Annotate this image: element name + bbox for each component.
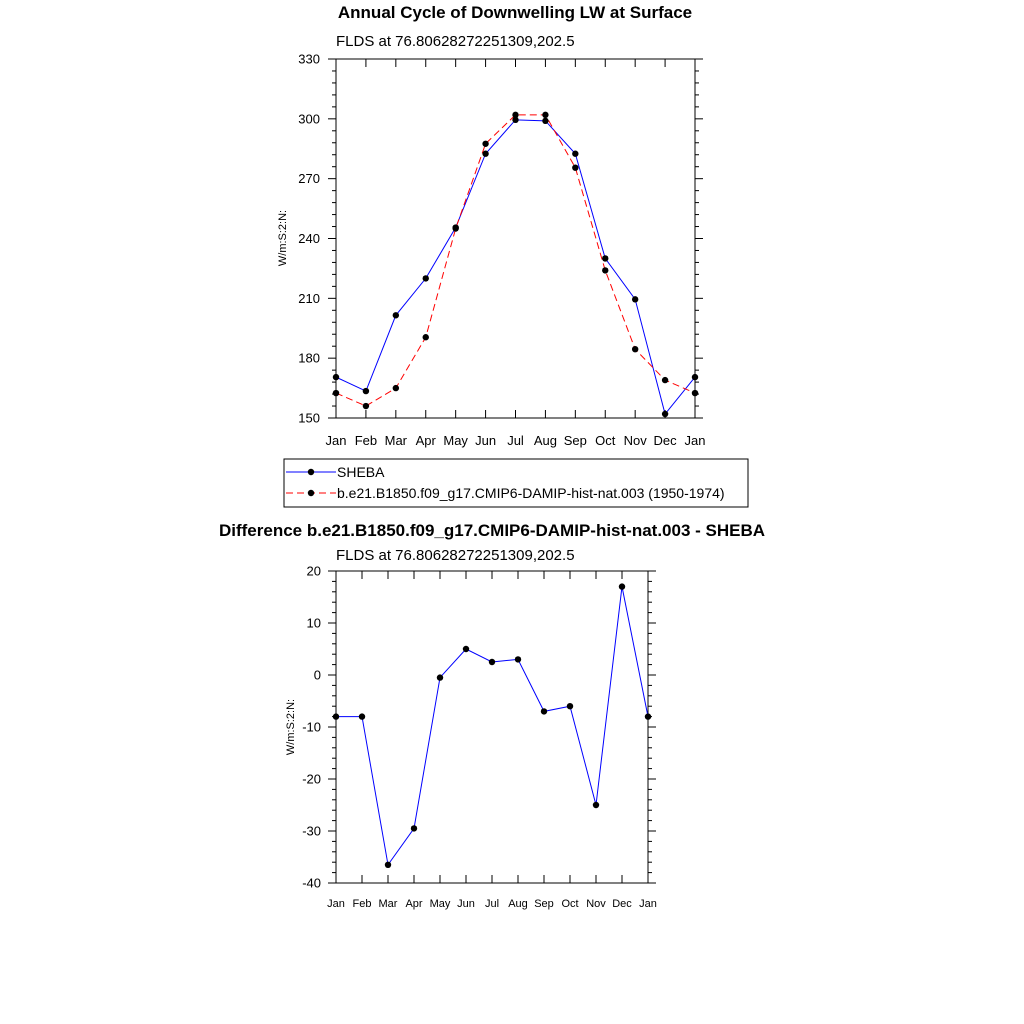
data-point-s1-10 — [632, 346, 638, 352]
data-point-s1-0 — [333, 390, 339, 396]
diff-series-group — [333, 583, 651, 868]
data-point-s1-1 — [363, 403, 369, 409]
x-tick-label: Aug — [508, 898, 528, 910]
x-tick-label: Jan — [684, 433, 706, 448]
data-point-s0-7 — [542, 118, 548, 124]
series-group — [333, 112, 698, 418]
x-tick-label: Jan — [639, 898, 657, 910]
x-tick-label: Jan — [327, 898, 345, 910]
data-point-s0-9 — [602, 255, 608, 261]
legend-marker-sheba — [308, 469, 314, 475]
y-axis-label: W/m:S:2:N: — [277, 209, 289, 267]
data-point-s0-5 — [463, 646, 469, 652]
legend-label-sheba: SHEBA — [337, 464, 385, 480]
data-point-s0-8 — [572, 151, 578, 157]
data-point-s0-10 — [632, 296, 638, 302]
series-line-0 — [336, 120, 695, 414]
y-tick-label: 180 — [298, 350, 320, 366]
legend-marker-model — [308, 490, 314, 496]
data-point-s1-5 — [482, 141, 488, 147]
data-point-s0-11 — [662, 411, 668, 417]
x-tick-label: Jul — [507, 433, 524, 448]
data-point-s0-12 — [645, 713, 651, 719]
x-tick-label: Dec — [612, 898, 632, 910]
data-point-s0-1 — [363, 388, 369, 394]
data-point-s0-1 — [359, 713, 365, 719]
x-tick-label: Feb — [354, 433, 378, 448]
y-tick-label: 10 — [306, 615, 321, 631]
y-tick-label: -10 — [302, 719, 321, 735]
data-point-s0-2 — [393, 312, 399, 318]
x-tick-label: Jun — [457, 898, 475, 910]
x-tick-label: Sep — [563, 433, 587, 448]
legend — [284, 459, 748, 507]
x-tick-label: Mar — [384, 433, 408, 448]
data-point-s0-11 — [619, 583, 625, 589]
y-tick-label: 330 — [298, 51, 320, 67]
diff-x-tick-labels — [327, 898, 657, 910]
data-point-s0-4 — [437, 674, 443, 680]
x-tick-label: Jan — [325, 433, 347, 448]
x-tick-label: May — [443, 433, 468, 448]
x-tick-label: May — [429, 898, 451, 910]
x-tick-label: Apr — [405, 898, 423, 910]
x-tick-label: Jul — [484, 898, 500, 910]
data-point-s0-9 — [567, 703, 573, 709]
data-point-s0-3 — [411, 825, 417, 831]
data-point-s0-3 — [423, 275, 429, 281]
y-tick-label: 270 — [298, 171, 320, 187]
diff-y-tick-labels — [302, 564, 321, 891]
data-point-s0-7 — [515, 656, 521, 662]
y-tick-label: 20 — [306, 563, 321, 579]
data-point-s0-8 — [541, 708, 547, 714]
data-point-s1-4 — [452, 225, 458, 231]
x-tick-label: Oct — [595, 433, 616, 448]
y-tick-labels — [298, 52, 320, 426]
data-point-s1-11 — [662, 377, 668, 383]
annual-cycle-chart — [277, 3, 705, 448]
data-point-s1-7 — [542, 112, 548, 118]
data-point-s0-10 — [593, 802, 599, 808]
x-tick-label: Mar — [378, 898, 398, 910]
x-tick-label: Sep — [534, 898, 554, 910]
y-tick-label: 0 — [313, 667, 321, 683]
x-tick-label: Dec — [653, 433, 677, 448]
y-tick-label: -40 — [302, 875, 321, 891]
data-point-s0-12 — [692, 374, 698, 380]
diff-y-axis-label: W/m:S:2:N: — [285, 698, 297, 756]
data-point-s0-6 — [489, 659, 495, 665]
y-tick-label: 150 — [298, 410, 320, 426]
diff-tick-marks — [328, 571, 656, 883]
data-point-s1-12 — [692, 390, 698, 396]
data-point-s1-2 — [393, 385, 399, 391]
series-line-0 — [336, 587, 648, 865]
data-point-s1-6 — [512, 112, 518, 118]
data-point-s0-2 — [385, 862, 391, 868]
x-tick-label: Nov — [586, 898, 606, 910]
y-tick-label: 240 — [298, 231, 320, 246]
data-point-s0-5 — [482, 151, 488, 157]
diff-chart-subtitle: FLDS at 76.80628272251309,202.5 — [336, 547, 575, 564]
data-point-s1-8 — [572, 164, 578, 170]
y-tick-label: 210 — [298, 290, 320, 306]
legend-label-model: b.e21.B1850.f09_g17.CMIP6-DAMIP-hist-nat.003 (1950-1974) — [337, 485, 725, 501]
x-tick-label: Aug — [533, 433, 557, 448]
x-tick-label: Oct — [561, 898, 579, 910]
data-point-s0-0 — [333, 713, 339, 719]
data-point-s0-0 — [333, 374, 339, 380]
x-tick-label: Nov — [623, 433, 647, 448]
y-tick-label: 300 — [298, 111, 320, 127]
x-tick-labels — [326, 433, 706, 448]
chart-subtitle: FLDS at 76.80628272251309,202.5 — [336, 33, 575, 50]
chart-title: Annual Cycle of Downwelling LW at Surface — [337, 3, 693, 22]
x-tick-label: Apr — [415, 433, 436, 448]
series-line-1 — [336, 115, 695, 406]
x-tick-label: Jun — [475, 433, 497, 448]
diff-chart-title: Difference b.e21.B1850.f09_g17.CMIP6-DAMIP-hist-nat.003 - SHEBA — [218, 521, 766, 540]
y-tick-label: -20 — [302, 771, 321, 787]
data-point-s1-3 — [423, 334, 429, 340]
y-tick-label: -30 — [302, 823, 321, 839]
x-tick-label: Feb — [352, 898, 372, 910]
difference-chart — [219, 521, 765, 910]
data-point-s1-9 — [602, 267, 608, 273]
